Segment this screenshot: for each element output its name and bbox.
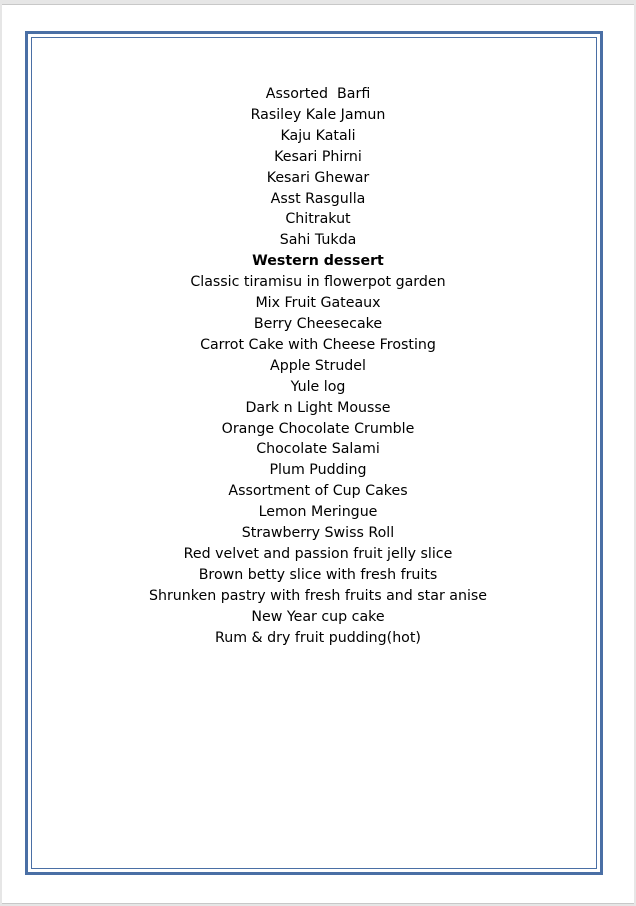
menu-item: Strawberry Swiss Roll	[241, 525, 395, 542]
menu-item: Classic tiramisu in flowerpot garden	[190, 274, 446, 291]
menu-item: Chitrakut	[285, 211, 351, 228]
menu-item: Red velvet and passion fruit jelly slice	[183, 545, 453, 562]
menu-item: Chocolate Salami	[256, 441, 380, 458]
menu-item: Lemon Meringue	[258, 504, 378, 521]
menu-item: Kaju Katali	[280, 127, 356, 144]
menu-item: Carrot Cake with Cheese Frosting	[200, 336, 436, 353]
document-page	[2, 4, 634, 904]
section-heading: Western dessert	[252, 253, 384, 270]
menu-item: Brown betty slice with fresh fruits	[198, 566, 438, 583]
menu-item: Asst Rasgulla	[270, 190, 366, 207]
menu-item: New Year cup cake	[251, 608, 385, 625]
menu-item: Orange Chocolate Crumble	[221, 420, 415, 437]
menu-item: Sahi Tukda	[279, 232, 357, 249]
dessert-menu	[2, 84, 634, 648]
menu-item: Assortment of Cup Cakes	[228, 483, 408, 500]
menu-item: Plum Pudding	[269, 462, 367, 479]
menu-item: Apple Strudel	[270, 357, 366, 374]
menu-item: Kesari Phirni	[274, 148, 362, 165]
menu-item: Rasiley Kale Jamun	[250, 106, 386, 123]
menu-item: Shrunken pastry with fresh fruits and star anise	[148, 587, 488, 604]
menu-item: Kesari Ghewar	[266, 169, 370, 186]
menu-item: Yule log	[290, 378, 346, 395]
menu-item: Mix Fruit Gateaux	[255, 295, 381, 312]
menu-item: Rum & dry fruit pudding(hot)	[215, 629, 421, 646]
menu-item: Dark n Light Mousse	[245, 399, 391, 416]
menu-item: Berry Cheesecake	[253, 315, 383, 332]
menu-item: Assorted Barfi	[265, 86, 371, 102]
